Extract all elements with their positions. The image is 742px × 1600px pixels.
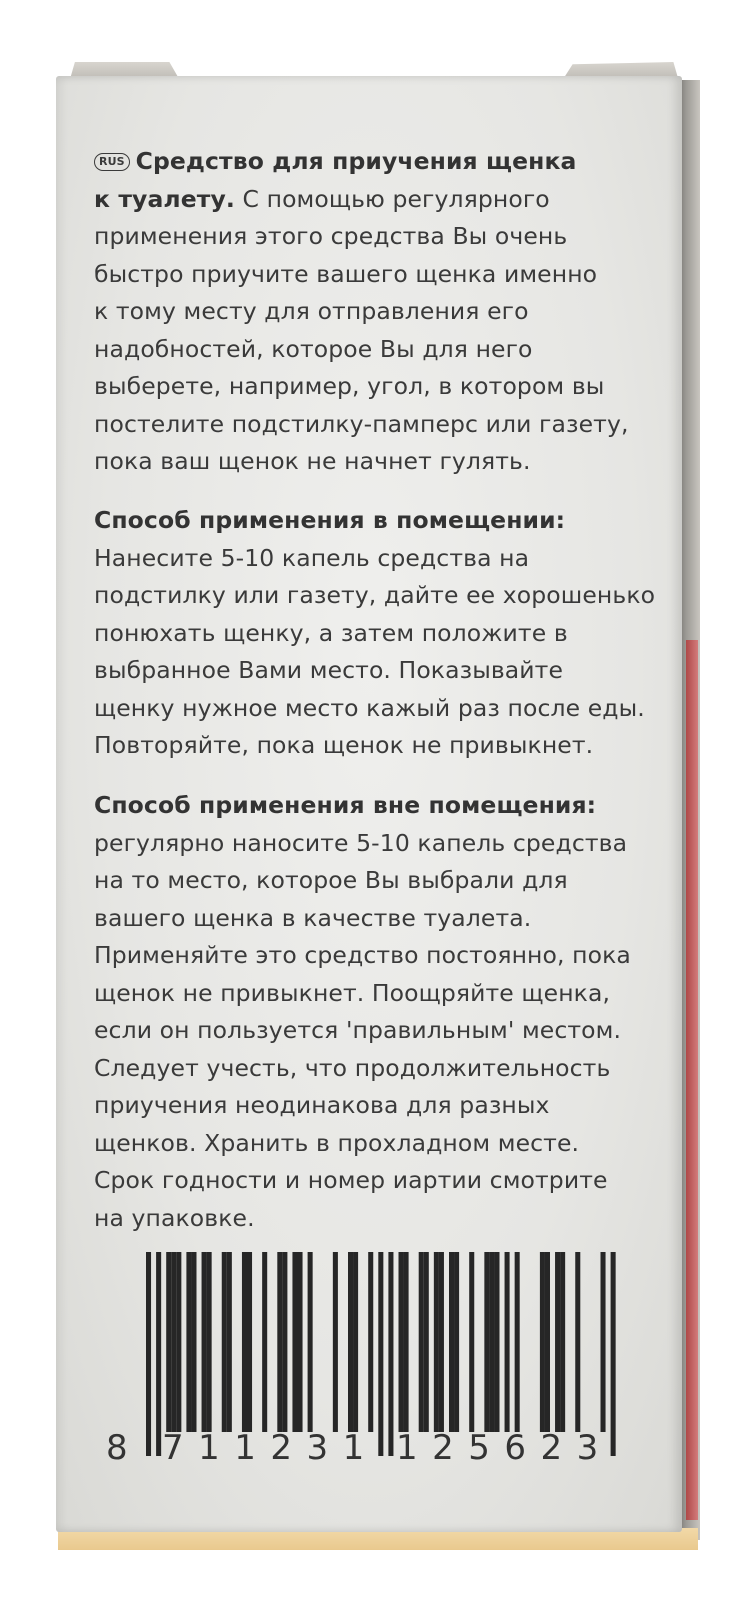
barcode-bar bbox=[439, 1252, 444, 1432]
barcode-bar bbox=[560, 1252, 565, 1432]
barcode-bar bbox=[207, 1252, 212, 1432]
barcode-bar bbox=[434, 1252, 439, 1432]
barcode-bar bbox=[222, 1252, 227, 1432]
indoor-heading: Способ применения в помещении: bbox=[94, 506, 566, 534]
box-red-side-strip bbox=[686, 640, 698, 1520]
intro-paragraph bbox=[94, 143, 654, 481]
barcode-bar bbox=[545, 1252, 550, 1432]
outdoor-line: вашего щенка в качестве туалета. bbox=[94, 903, 532, 932]
barcode bbox=[100, 1248, 620, 1488]
barcode-bar bbox=[575, 1252, 580, 1432]
intro-line: пока ваш щенок не начнет гулять. bbox=[94, 447, 531, 475]
outdoor-line: на упаковке. bbox=[94, 1203, 255, 1232]
indoor-line: щенку нужное место кажый раз после еды. bbox=[94, 693, 645, 722]
barcode-bar bbox=[419, 1252, 424, 1432]
barcode-bar bbox=[489, 1252, 494, 1432]
barcode-bar bbox=[242, 1252, 247, 1432]
intro-line: надобностей, которое Вы для него bbox=[94, 334, 533, 363]
intro-line-1 bbox=[94, 143, 654, 181]
barcode-bar bbox=[227, 1252, 232, 1432]
intro-line-2 bbox=[94, 181, 654, 219]
intro-heading-part2: к туалету. bbox=[94, 184, 235, 213]
barcode-bar bbox=[176, 1252, 181, 1432]
outdoor-usage-section bbox=[94, 787, 654, 1237]
barcode-right-digits: 125623 bbox=[396, 1428, 613, 1468]
barcode-first-digit: 8 bbox=[106, 1428, 128, 1468]
intro-line: применения этого средства Вы очень bbox=[94, 222, 568, 250]
outdoor-line: на то место, которое Вы выбрали для bbox=[94, 866, 568, 894]
indoor-line: понюхать щенку, а затем положите в bbox=[94, 618, 568, 647]
barcode-bar bbox=[171, 1252, 176, 1432]
barcode-bar bbox=[186, 1252, 191, 1432]
barcode-bar bbox=[484, 1252, 489, 1432]
barcode-bar bbox=[166, 1252, 171, 1432]
barcode-bar bbox=[277, 1252, 282, 1432]
barcode-bar bbox=[298, 1252, 303, 1432]
barcode-bar bbox=[333, 1252, 338, 1432]
barcode-guard-bar bbox=[146, 1252, 151, 1456]
intro-line-2-text: С помощью регулярного bbox=[234, 184, 550, 213]
barcode-bar bbox=[494, 1252, 499, 1432]
intro-heading-part1: Средство для приучения щенка bbox=[135, 147, 577, 175]
barcode-guard-bar bbox=[156, 1252, 161, 1456]
outdoor-line: Срок годности и номер иартии смотрите bbox=[94, 1166, 608, 1194]
outdoor-line: щенков. Хранить в прохладном месте. bbox=[94, 1128, 580, 1157]
barcode-bar bbox=[282, 1252, 287, 1432]
barcode-bars bbox=[100, 1248, 620, 1458]
barcode-bar bbox=[202, 1252, 207, 1432]
barcode-bar bbox=[424, 1252, 429, 1432]
indoor-line: Нанесите 5-10 капель средства на bbox=[94, 543, 530, 572]
barcode-number bbox=[100, 1428, 620, 1478]
barcode-bar bbox=[454, 1252, 459, 1432]
outdoor-line: приучения неодинакова для разных bbox=[94, 1091, 550, 1119]
barcode-bar bbox=[449, 1252, 454, 1432]
outdoor-line: если он пользуется 'правильным' местом. bbox=[94, 1016, 622, 1044]
barcode-bar bbox=[348, 1252, 353, 1432]
intro-line: быстро приучите вашего щенка именно bbox=[94, 259, 598, 288]
barcode-left-digits: 711231 bbox=[162, 1428, 379, 1468]
barcode-bar bbox=[262, 1252, 267, 1432]
barcode-bar bbox=[292, 1252, 297, 1432]
barcode-bar bbox=[540, 1252, 545, 1432]
barcode-guard-bar bbox=[378, 1252, 383, 1456]
barcode-bar bbox=[601, 1252, 606, 1432]
indoor-line: Повторяйте, пока щенок не привыкнет. bbox=[94, 731, 594, 759]
barcode-bar bbox=[515, 1252, 520, 1432]
barcode-bar bbox=[505, 1252, 510, 1432]
barcode-bar bbox=[247, 1252, 252, 1432]
barcode-bar bbox=[399, 1252, 404, 1432]
indoor-usage-section bbox=[94, 502, 654, 765]
language-badge: RUS bbox=[94, 153, 130, 171]
intro-line: выберете, например, угол, в котором вы bbox=[94, 372, 605, 400]
outdoor-line: Применяйте это средство постоянно, пока bbox=[94, 941, 631, 969]
barcode-bar bbox=[191, 1252, 196, 1432]
barcode-bar bbox=[368, 1252, 373, 1432]
outdoor-heading: Способ применения вне помещения: bbox=[94, 791, 597, 819]
barcode-guard-bar bbox=[611, 1252, 616, 1456]
indoor-line: подстилку или газету, дайте ее хорошенько bbox=[94, 581, 656, 609]
barcode-guard-bar bbox=[388, 1252, 393, 1456]
outdoor-line: Следует учесть, что продолжительность bbox=[94, 1053, 611, 1082]
barcode-bar bbox=[353, 1252, 358, 1432]
intro-line: постелите подстилку-памперс или газету, bbox=[94, 409, 629, 438]
barcode-bar bbox=[469, 1252, 474, 1432]
intro-line: к тому месту для отправления его bbox=[94, 297, 529, 325]
outdoor-line: регулярно наносите 5-10 капель средства bbox=[94, 828, 628, 857]
outdoor-line: щенок не привыкнет. Поощряйте щенка, bbox=[94, 978, 611, 1007]
indoor-line: выбранное Вами место. Показывайте bbox=[94, 656, 564, 684]
barcode-bar bbox=[404, 1252, 409, 1432]
barcode-bar bbox=[555, 1252, 560, 1432]
barcode-bar bbox=[308, 1252, 313, 1432]
